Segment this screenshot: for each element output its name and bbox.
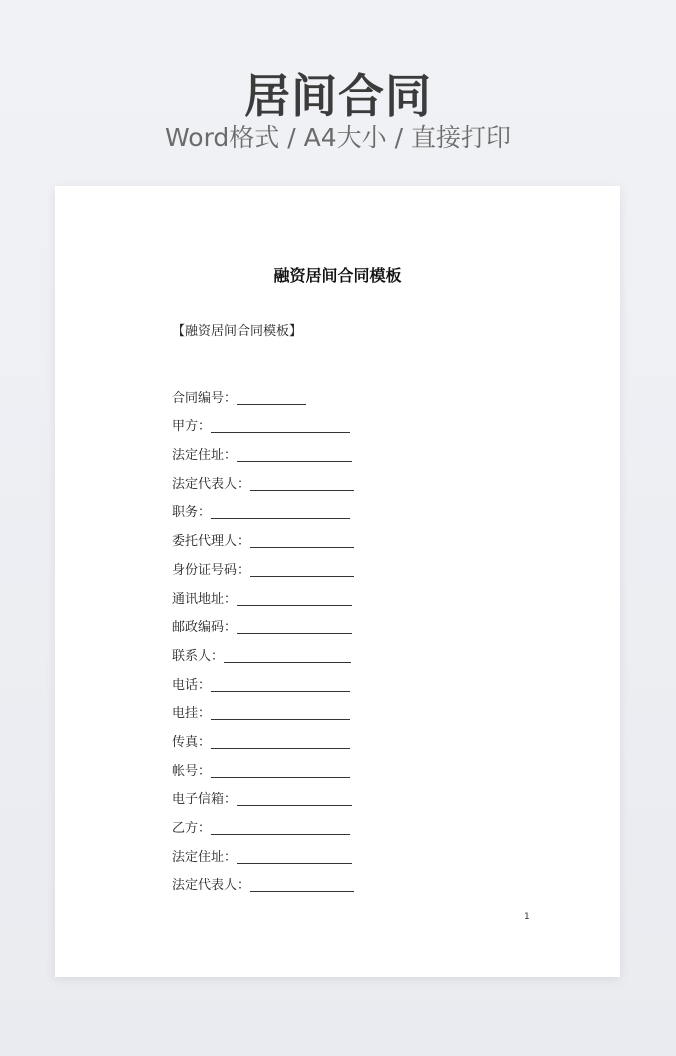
form-field [172, 523, 354, 552]
document-title: 融资居间合同模板 [273, 266, 402, 285]
form-field [172, 696, 354, 725]
form-field-blank-line [224, 662, 351, 663]
form-field [172, 380, 354, 409]
form-field-label: 委托代理人： [172, 534, 251, 550]
form-field [172, 495, 354, 524]
form-field [172, 839, 354, 868]
form-field-label: 通讯地址： [172, 591, 238, 607]
form-field-blank-line [237, 863, 352, 864]
banner-subtitle: Word格式 / A4大小 / 直接打印 [165, 123, 511, 152]
form-field-label: 邮政编码： [172, 620, 238, 636]
form-field [172, 466, 354, 495]
form-field [172, 724, 354, 753]
form-field [172, 638, 354, 667]
form-field-label: 电子信箱： [172, 792, 238, 808]
page-number: 1 [524, 912, 530, 922]
form-field-label: 联系人： [172, 648, 225, 664]
form-field-blank-line [211, 432, 350, 433]
form-field-label: 乙方： [172, 821, 212, 836]
form-field [172, 810, 354, 839]
form-field-label: 职务： [172, 505, 212, 521]
form-field-blank-line [250, 576, 354, 577]
form-field-blank-line [250, 891, 354, 892]
form-field-label: 法定代表人： [172, 476, 251, 492]
form-field-blank-line [211, 748, 350, 749]
form-field-label: 电话： [172, 677, 212, 693]
form-field-blank-line [237, 633, 352, 634]
form-field-label: 身份证号码： [172, 562, 251, 578]
document-page [55, 186, 620, 977]
form-field-blank-line [211, 719, 350, 720]
form-field [172, 409, 354, 438]
banner-title: 居间合同 [244, 69, 432, 123]
form-field-blank-line [250, 547, 354, 548]
form-field [172, 868, 354, 897]
form-field-label: 甲方： [172, 419, 212, 435]
form-field-blank-line [211, 518, 350, 519]
form-field [172, 667, 354, 696]
form-field [172, 581, 354, 610]
document-heading: 【融资居间合同模板】 [172, 324, 303, 339]
form-field-blank-line [211, 691, 350, 692]
form-field [172, 782, 354, 811]
form-field-label: 帐号： [172, 763, 212, 779]
form-field-label: 传真： [172, 734, 212, 750]
form-field [172, 437, 354, 466]
form-field-label: 电挂： [172, 706, 212, 722]
form-field-label: 法定代表人： [172, 878, 251, 894]
form-field-label: 法定住址： [172, 849, 238, 865]
form-field-label: 合同编号： [172, 390, 238, 406]
form-field-blank-line [211, 834, 350, 835]
form-field [172, 753, 354, 782]
form-field-blank-line [237, 805, 352, 806]
form-field-blank-line [237, 404, 306, 405]
form-field [172, 610, 354, 639]
form-field-label: 法定住址： [172, 448, 238, 464]
form-field-list [172, 380, 354, 896]
form-field-blank-line [250, 490, 354, 491]
form-field-blank-line [211, 777, 350, 778]
form-field-blank-line [237, 461, 352, 462]
form-field-blank-line [237, 605, 352, 606]
form-field [172, 552, 354, 581]
